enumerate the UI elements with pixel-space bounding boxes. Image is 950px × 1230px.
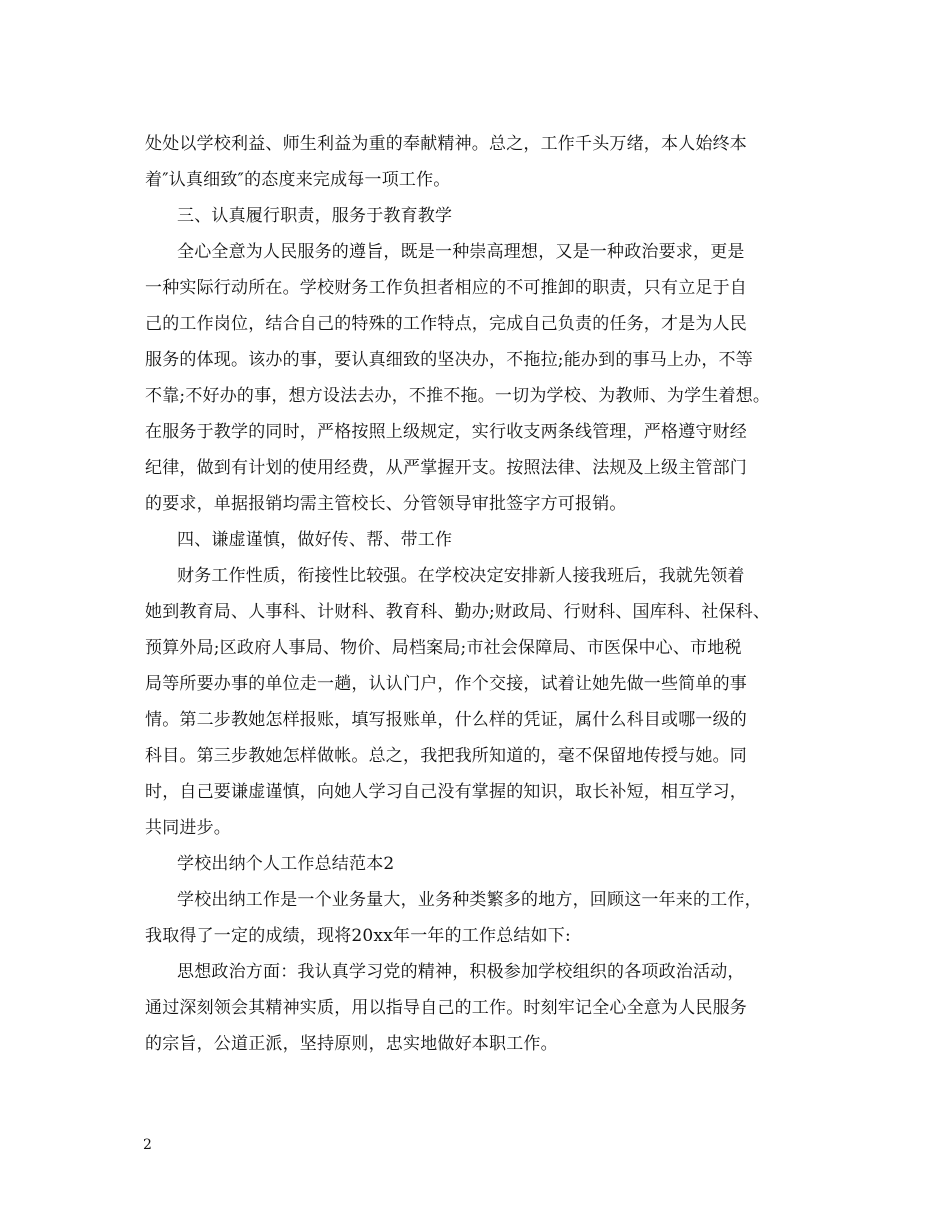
text-line: 预算外局;区政府人事局、物价、局档案局;市社会保障局、市医保中心、市地税 [145,638,742,658]
text-line: 情。第二步教她怎样报账，填写报账单，什么样的凭证，属什么科目或哪一级的 [145,710,747,730]
text-line: 的要求，单据报销均需主管校长、分管领导审批签字方可报销。 [145,494,627,514]
text-line: 共同进步。 [145,818,231,838]
section-heading: 四、谦虚谨慎，做好传、帮、带工作 [177,530,453,550]
text-line: 处处以学校利益、师生利益为重的奉献精神。总之，工作千头万绪，本人始终本 [145,134,747,154]
text-line: 思想政治方面：我认真学习党的精神，积极参加学校组织的各项政治活动， [177,962,745,982]
section-heading: 学校出纳个人工作总结范本2 [177,854,395,874]
text-line: 纪律，做到有计划的使用经费，从严掌握开支。按照法律、法规及上级主管部门 [145,458,747,478]
text-line: 一种实际行动所在。学校财务工作负担者相应的不可推卸的职责，只有立足于自 [145,278,747,298]
text-line: 我取得了一定的成绩，现将20xx年一年的工作总结如下: [145,926,571,946]
text-line: 通过深刻领会其精神实质，用以指导自己的工作。时刻牢记全心全意为人民服务 [145,998,747,1018]
text-line: 服务的体现。该办的事，要认真细致的坚决办，不拖拉;能办到的事马上办，不等 [145,350,753,370]
text-line: 时，自己要谦虚谨慎，向她人学习自己没有掌握的知识，取长补短，相互学习， [145,782,747,802]
text-line: 全心全意为人民服务的遵旨，既是一种崇高理想，又是一种政治要求，更是 [177,242,745,262]
text-line: 她到教育局、人事科、计财科、教育科、勤办;财政局、行财科、国库科、社保科、 [145,602,771,622]
text-line: 学校出纳工作是一个业务量大，业务种类繁多的地方，回顾这一年来的工作， [177,890,762,910]
text-line: 不靠;不好办的事，想方设法去办，不推不拖。一切为学校、为教师、为学生着想。 [145,386,771,406]
text-line: 己的工作岗位，结合自己的特殊的工作特点，完成自己负责的任务，才是为人民 [145,314,747,334]
text-line: 的宗旨，公道正派，坚持原则，忠实地做好本职工作。 [145,1034,558,1054]
text-line: 着″认真细致″的态度来完成每一项工作。 [145,170,451,190]
text-line: 财务工作性质，衔接性比较强。在学校决定安排新人接我班后，我就先领着 [177,566,745,586]
section-heading: 三、认真履行职责，服务于教育教学 [177,206,453,226]
text-line: 局等所要办事的单位走一趟，认认门户，作个交接，试着让她先做一些简单的事 [145,674,747,694]
text-line: 科目。第三步教她怎样做帐。总之，我把我所知道的，毫不保留地传授与她。同 [145,746,747,766]
text-line: 在服务于教学的同时，严格按照上级规定，实行收支两条线管理，严格遵守财经 [145,422,747,442]
page-number: 2 [143,1137,152,1153]
